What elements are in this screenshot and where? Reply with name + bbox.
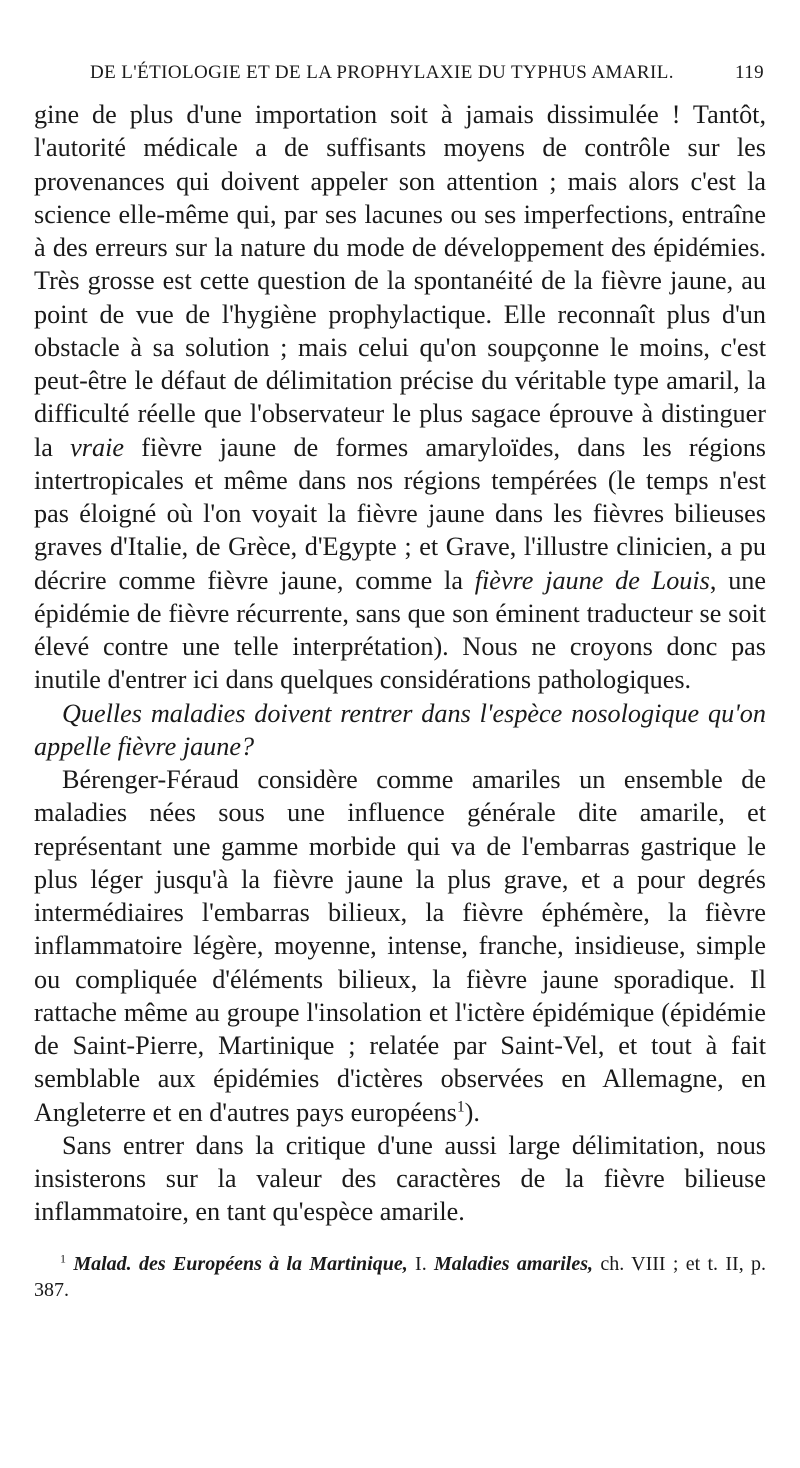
paragraph-2-question: Quelles maladies doivent rentrer dans l'espèce nosologique qu'on appelle fièvre jaune? xyxy=(34,698,766,761)
page-number: 119 xyxy=(735,62,764,83)
footnote-title-2: Maladies amariles, xyxy=(434,1252,593,1275)
paragraph-3-part-a: Bérenger-Féraud considère comme amariles un ensemble de maladies nées sous une influence générale dite amarile, et représentant une gamme morbide qui va de l'embarras gastrique le plus léger jusqu'à la fièvre jaune la plus grave, et a pour degrés intermédiaires l'embarras bilieux, la fièvre éphémère, la fièvre inflammatoire légère, moyenne, intense, franche, insidieuse, simple ou compliquée d'éléments bilieux, la fièvre jaune sporadique. Il rattache même au groupe l'insolation et l'ictère épidémique (épidémie de Saint-Pierre, Martinique ; relatée par Saint-Vel, et tout à fait semblable aux épidémies d'ictères observées en Allemagne, en Angleterre et en d'autres pays européens xyxy=(34,765,766,1127)
paragraph-1-part-a: gine de plus d'une importation soit à jamais dissimulée ! Tantôt, l'autorité médicale a de suffisants moyens de contrôle sur les provenances qui doivent appeler son attention ; mais alors c'est la science elle-même qui, par ses lacunes ou ses imperfections, entraîne à des erreurs sur la nature du mode de développement des épidémies. Très grosse est cette question de la spontanéité de la fièvre jaune, au point de vue de l'hygiène prophylactique. Elle reconnaît plus d'un obstacle à sa solution ; mais celui qu'on soupçonne le moins, c'est peut-être le défaut de délimitation précise du véritable type amaril, la difficulté réelle que l'observateur le plus sagace éprouve à distinguer la xyxy=(34,100,766,462)
paragraph-1 xyxy=(34,98,766,697)
running-title: DE L'ÉTIOLOGIE ET DE LA PROPHYLAXIE DU TYPHUS AMARIL. xyxy=(90,62,674,83)
paragraph-1-part-c: fièvre jaune de formes amaryloïdes, dans les régions intertropicales et même dans nos régions tempérées (le temps n'est pas éloigné où l'on voyait la fièvre jaune dans les fièvres bilieuses graves d'Italie, de Grèce, d'Egypte ; et Grave, l'illustre clinicien, a pu décrire comme fièvre jaune, comme la xyxy=(34,432,766,595)
footnote-marker: 1 xyxy=(60,1250,66,1265)
footnote-title-1: Malad. des Européens à la Martinique, xyxy=(73,1252,408,1275)
body-text xyxy=(34,98,766,1229)
footnote-text-a: I. xyxy=(407,1252,435,1275)
paragraph-3 xyxy=(34,763,766,1129)
paragraph-1-emphasis-title: fièvre jaune de Louis xyxy=(474,565,710,595)
paragraph-3-part-b: ). xyxy=(464,1097,480,1127)
paragraph-4: Sans entrer dans la critique d'une aussi large délimitation, nous insisterons sur la valeur des caractères de la fièvre bilieuse inflammatoire, en tant qu'espèce amarile. xyxy=(34,1130,766,1227)
paragraph-1-part-e: , une épidémie de fièvre récurrente, sans que son éminent traducteur se soit élevé contre une telle interprétation). Nous ne croyons donc pas inutile d'entrer ici dans quelques considérations pathologiques. xyxy=(34,565,766,695)
running-head xyxy=(34,62,766,92)
footnote-text-b: ch. VIII ; et t. II, p. 387. xyxy=(34,1252,767,1301)
footnote-reference: 1 xyxy=(456,1097,465,1115)
paragraph-1-emphasis-vraie: vraie xyxy=(70,432,124,462)
footnote xyxy=(34,1251,766,1303)
